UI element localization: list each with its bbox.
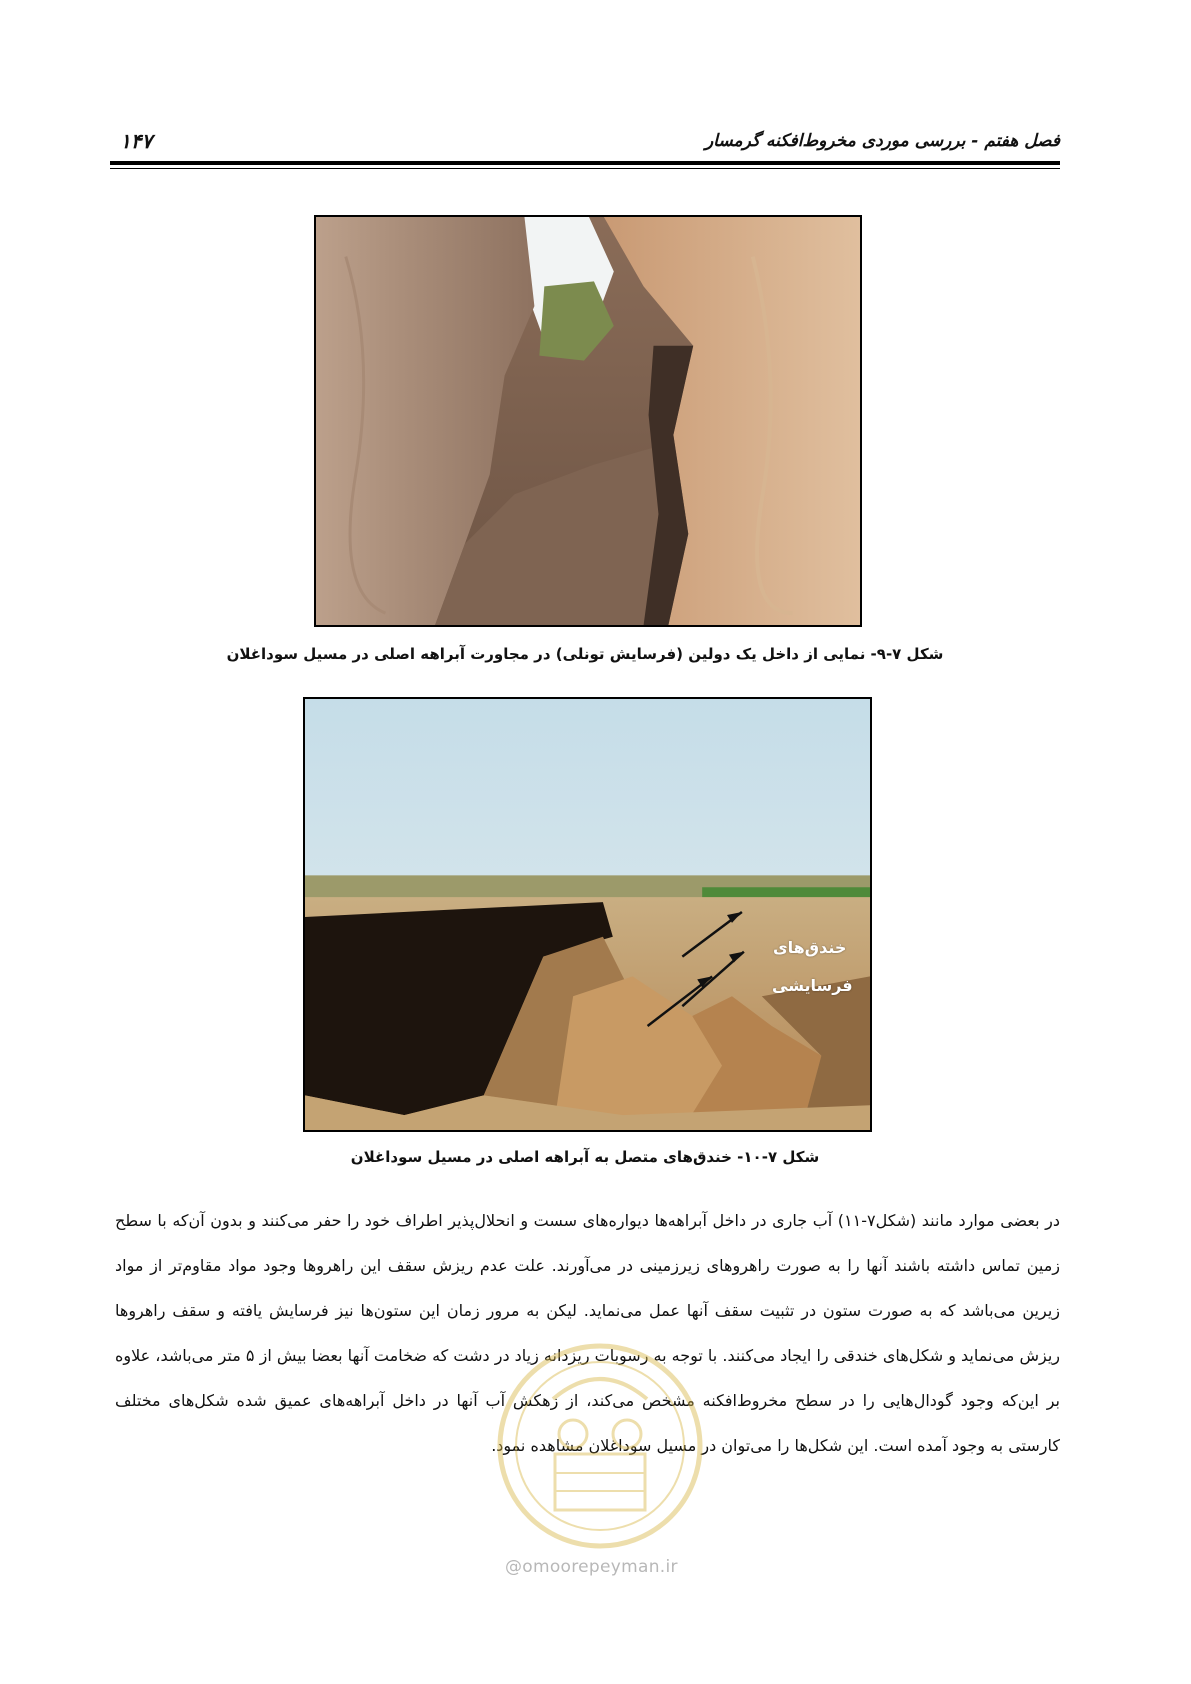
gully-label-line2: فرسایشی bbox=[772, 976, 853, 995]
doline-photo bbox=[314, 215, 862, 627]
watermark-text: @omoorepeyman.ir bbox=[505, 1557, 678, 1577]
figure-caption: شکل ۷-۹- نمایی از داخل یک دولین (فرسایش تونلی) در مجاورت آبراهه اصلی در مسیل سوداغلان bbox=[226, 645, 944, 663]
figure-caption: شکل ۷-۱۰- خندق‌های متصل به آبراهه اصلی در مسیل سوداغلان bbox=[350, 1148, 820, 1166]
header-rule-thin bbox=[110, 168, 1060, 169]
page-header bbox=[110, 127, 1060, 157]
chapter-title: فصل هفتم - بررسی موردی مخروط‌افکنه گرمسار bbox=[704, 131, 1060, 151]
header-rule-thick bbox=[110, 161, 1060, 165]
gullies-photo bbox=[303, 697, 872, 1132]
gully-label-line1: خندق‌های bbox=[773, 938, 847, 957]
watermark-seal bbox=[493, 1339, 707, 1553]
body-paragraph: در بعضی موارد مانند (شکل۷-۱۱) آب جاری در داخل آبراهه‌ها دیواره‌های سست و انحلال‌پذیر اطراف خود را حفر می‌کنند و بدون آن‌که با سطح زمین تماس داشته باشند آنها را به صورت راهروهای زیرزمینی در می‌آورند. علت عدم ریزش سقف این راهروها وجود مواد مقاوم‌تر از مواد زیرین می‌باشد که به صورت ستون در تثبیت سقف آنها عمل می‌نماید. لیکن به مرور زمان این ستون‌ها نیز فرسایش یافته و سقف راهروها ریزش می‌نماید و شکل‌های خندقی را ایجاد می‌کنند. با توجه به رسوبات ریزدانه زیاد در دشت که ضخامت آنها بعضا بیش از ۵ متر می‌باشد، علاوه بر این‌که وجود گودال‌هایی را در سطح مخروط‌افکنه مشخص می‌کند، از زهکش آب آنها در داخل آبراهه‌های عمیق شده شکل‌های مختلف کارستی به وجود آمده است. این شکل‌ها را می‌توان در مسیل سوداغلان مشاهده نمود. bbox=[115, 1211, 1061, 1455]
page-number: ۱۴۷ bbox=[120, 129, 153, 153]
